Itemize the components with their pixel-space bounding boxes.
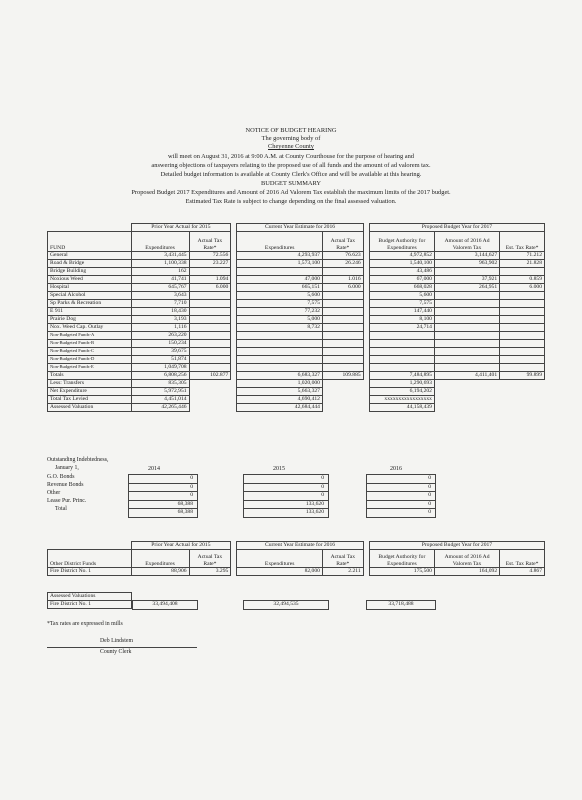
budget-authority-2017: 67,000 xyxy=(369,276,434,284)
col-est-tax-rate: Est. Tax Rate* xyxy=(500,232,545,252)
district-group-proposed-2017: Proposed Budget Year for 2017 xyxy=(369,542,544,550)
table-row xyxy=(48,372,545,380)
summary-2017: xxxxxxxxxxxxxxxxx xyxy=(369,396,434,404)
debt-label-total: Total xyxy=(55,506,67,512)
ad-valorem-2017: 963,902 xyxy=(434,260,499,268)
budget-authority-2017: 5,600 xyxy=(369,292,434,300)
debt-year-2014: 2014 xyxy=(148,466,160,472)
exp-2016 xyxy=(237,364,323,372)
rate-2016 xyxy=(322,324,363,332)
rate-2015: 72.556 xyxy=(189,252,231,260)
assessed-2016: 32,494,535 xyxy=(273,601,299,607)
est-rate-2017 xyxy=(500,316,545,324)
ad-valorem-2017 xyxy=(434,324,499,332)
rate-2016 xyxy=(322,356,363,364)
debt-label-other: Other xyxy=(47,490,61,496)
rate-2015: 6.000 xyxy=(189,284,231,292)
summary-title: BUDGET SUMMARY xyxy=(260,180,322,187)
budget-authority-2017: 4,972,852 xyxy=(369,252,434,260)
exp-2016: 1,573,100 xyxy=(237,260,323,268)
est-rate-2017 xyxy=(500,332,545,340)
est-rate-2017 xyxy=(500,268,545,276)
table-row xyxy=(48,340,545,348)
fund-name: Non-Budgeted Funds-D xyxy=(48,356,132,364)
budget-authority-2017 xyxy=(369,356,434,364)
budget-authority-2017: 7,575 xyxy=(369,300,434,308)
exp-2015: 41,741 xyxy=(131,276,189,284)
col-budget-authority: Budget Authority for Expenditures xyxy=(369,232,434,252)
exp-2016: 6,683,327 xyxy=(237,372,323,380)
exp-2015: 6,808,256 xyxy=(131,372,189,380)
table-row xyxy=(48,300,545,308)
rate-2015: 1.094 xyxy=(189,276,231,284)
debt-2014-other: 0 xyxy=(129,492,197,501)
rate-2016 xyxy=(322,316,363,324)
exp-2015: 3,193 xyxy=(131,316,189,324)
table-row xyxy=(48,276,545,284)
col-tax-rate-2016: Actual Tax Rate* xyxy=(322,232,363,252)
clerk-title: County Clerk xyxy=(100,649,132,655)
budget-authority-2017: 43,486 xyxy=(369,268,434,276)
exp-2015: 645,767 xyxy=(131,284,189,292)
budget-authority-2017 xyxy=(369,348,434,356)
debt-2016-lease: 0 xyxy=(367,501,435,510)
ad-valorem-2017 xyxy=(434,364,499,372)
budget-summary-table xyxy=(47,223,545,412)
debt-2016-revenue: 0 xyxy=(367,484,435,493)
ad-valorem-2017: 264,951 xyxy=(434,284,499,292)
rate-2016 xyxy=(322,300,363,308)
ad-valorem-2017: 37,921 xyxy=(434,276,499,284)
ad-valorem-2017: 4,411,401 xyxy=(434,372,499,380)
col-fund: FUND xyxy=(48,232,132,252)
exp-2015: 7,710 xyxy=(131,300,189,308)
exp-2015: 150,234 xyxy=(131,340,189,348)
exp-2015: 1,116 xyxy=(131,324,189,332)
debt-2015-revenue: 0 xyxy=(244,484,328,493)
rate-2016: 26.246 xyxy=(322,260,363,268)
header-line5: Proposed Budget 2017 Expenditures and Amount of 2016 Ad Valorem Tax establish the maximum limits of the 2017 budget. xyxy=(131,189,451,196)
fund-name: Noxious Weed xyxy=(48,276,132,284)
ad-valorem-2017 xyxy=(434,356,499,364)
table-row xyxy=(48,568,545,576)
debt-2014-go: 0 xyxy=(129,475,197,484)
debt-2014-total: 68,388 xyxy=(177,509,193,516)
debt-year-2015: 2015 xyxy=(273,466,285,472)
district-col-tax-rate-2016: Actual Tax Rate* xyxy=(322,550,363,568)
fund-name: Special Alcohol xyxy=(48,292,132,300)
summary-2016: 4,690,412 xyxy=(237,396,323,404)
debt-2016-go: 0 xyxy=(367,475,435,484)
debt-column-2016 xyxy=(366,474,436,518)
ad-valorem-2017 xyxy=(434,340,499,348)
rate-2016: 109.885 xyxy=(322,372,363,380)
rate-2016 xyxy=(322,348,363,356)
debt-2014-lease: 68,388 xyxy=(129,501,197,510)
summary-row xyxy=(48,388,545,396)
debt-2015-total: 133,620 xyxy=(305,509,324,516)
table-row xyxy=(48,292,545,300)
fund-name: Road & Bridge xyxy=(48,260,132,268)
exp-2015: 39,675 xyxy=(131,348,189,356)
debt-label-go-bonds: G.O. Bonds xyxy=(47,474,75,480)
budget-authority-2017: 1,540,100 xyxy=(369,260,434,268)
rate-2015: 23.227 xyxy=(189,260,231,268)
group-proposed-2017: Proposed Budget Year for 2017 xyxy=(369,224,544,232)
summary-2015: 42,265,446 xyxy=(131,404,189,412)
rate-2015 xyxy=(189,348,231,356)
exp-2016: 7,575 xyxy=(237,300,323,308)
summary-label: Total Tax Levied xyxy=(48,396,132,404)
district-col-expenditures-2015: Expenditures xyxy=(131,550,189,568)
col-expenditures-2015: Expenditures xyxy=(131,232,189,252)
summary-label: Net Expenditure xyxy=(48,388,132,396)
district-group-current-2016: Current Year Estimate for 2016 xyxy=(237,542,363,550)
est-rate-2017 xyxy=(500,308,545,316)
fund-name: Sp Parks & Recreation xyxy=(48,300,132,308)
budget-authority-2017 xyxy=(369,340,434,348)
header-line4: Detailed budget information is available at County Clerk's Office and will be available at this hearing. xyxy=(160,171,422,178)
ad-valorem-2017: 3,144,627 xyxy=(434,252,499,260)
table-row xyxy=(48,284,545,292)
exp-2015: 51,874 xyxy=(131,356,189,364)
summary-2017: 44,158,439 xyxy=(369,404,434,412)
rate-2016: 6.000 xyxy=(322,284,363,292)
exp-2015: 1,049,708 xyxy=(131,364,189,372)
fund-name: Non-Budgeted Funds-E xyxy=(48,364,132,372)
district-group-prior-2015: Prior Year Actual for 2015 xyxy=(131,542,231,550)
fund-name: Prairie Dog xyxy=(48,316,132,324)
exp-2016: 665,151 xyxy=(237,284,323,292)
table-row xyxy=(48,308,545,316)
budget-authority-2017 xyxy=(369,332,434,340)
table-row xyxy=(48,252,545,260)
debt-2015-lease: 133,620 xyxy=(244,501,328,510)
rate-2015 xyxy=(189,332,231,340)
assessed-2015-box xyxy=(132,600,198,610)
district-rate-2016: 2.211 xyxy=(322,568,363,576)
header-line1: The governing body of xyxy=(261,135,321,142)
rate-2016 xyxy=(322,332,363,340)
district-exp-2015: 88,906 xyxy=(131,568,189,576)
exp-2016: 77,232 xyxy=(237,308,323,316)
summary-2015: 4,451,014 xyxy=(131,396,189,404)
est-rate-2017: 71.212 xyxy=(500,252,545,260)
district-col-est-tax-rate: Est. Tax Rate* xyxy=(500,550,545,568)
table-row xyxy=(48,332,545,340)
ad-valorem-2017 xyxy=(434,308,499,316)
col-tax-rate-2015: Actual Tax Rate* xyxy=(189,232,231,252)
rate-2015 xyxy=(189,316,231,324)
est-rate-2017: 6.000 xyxy=(500,284,545,292)
debt-label-lease: Lease Pur. Princ. xyxy=(47,498,87,504)
header-line2: will meet on August 31, 2016 at 9:00 A.M. at County Courthouse for the purpose of hearing and xyxy=(167,153,414,160)
rate-2015: 102.877 xyxy=(189,372,231,380)
assessed-valuations-table xyxy=(47,592,132,609)
fund-name: Non-Budgeted Funds-A xyxy=(48,332,132,340)
summary-2015: 5,972,951 xyxy=(131,388,189,396)
rate-2016 xyxy=(322,268,363,276)
fund-name: Hospital xyxy=(48,284,132,292)
district-exp-2016: 82,000 xyxy=(237,568,323,576)
assessed-label: Fire District No. 1 xyxy=(48,601,132,609)
district-col-budget-authority: Budget Authority for Expenditures xyxy=(369,550,434,568)
est-rate-2017 xyxy=(500,340,545,348)
rate-2016: 1.016 xyxy=(322,276,363,284)
exp-2015: 1,100,338 xyxy=(131,260,189,268)
rate-2016 xyxy=(322,364,363,372)
col-ad-valorem: Amount of 2016 Ad Valorem Tax xyxy=(434,232,499,252)
debt-2016-total: 0 xyxy=(428,509,431,516)
rate-2015 xyxy=(189,308,231,316)
exp-2016: 4,293,937 xyxy=(237,252,323,260)
tax-rate-footnote: *Tax rates are expressed in mills xyxy=(47,621,123,627)
district-col-ad-valorem: Amount of 2016 Ad Valorem Tax xyxy=(434,550,499,568)
table-row xyxy=(48,356,545,364)
exp-2016 xyxy=(237,268,323,276)
group-prior-2015: Prior Year Actual for 2015 xyxy=(131,224,231,232)
summary-label: Assessed Valuation xyxy=(48,404,132,412)
debt-2014-revenue: 0 xyxy=(129,484,197,493)
ad-valorem-2017 xyxy=(434,316,499,324)
rate-2015 xyxy=(189,292,231,300)
district-rate-2015: 3.295 xyxy=(189,568,231,576)
rate-2016 xyxy=(322,308,363,316)
debt-2015-go: 0 xyxy=(244,475,328,484)
notice-title: NOTICE OF BUDGET HEARING xyxy=(245,127,337,134)
rate-2016: 76.623 xyxy=(322,252,363,260)
budget-authority-2017: 147,440 xyxy=(369,308,434,316)
rate-2015 xyxy=(189,268,231,276)
debt-column-2015 xyxy=(243,474,329,518)
table-row xyxy=(48,260,545,268)
district-fund-name: Fire District No. 1 xyxy=(48,568,132,576)
district-funds-table xyxy=(47,541,545,576)
debt-label-revenue-bonds: Revenue Bonds xyxy=(47,482,84,488)
signature-line xyxy=(47,647,197,648)
rate-2015 xyxy=(189,356,231,364)
debt-date: January 1, xyxy=(55,465,79,471)
ad-valorem-2017 xyxy=(434,268,499,276)
exp-2016 xyxy=(237,356,323,364)
summary-row xyxy=(48,396,545,404)
group-current-2016: Current Year Estimate for 2016 xyxy=(237,224,363,232)
summary-2017: 6,194,202 xyxy=(369,388,434,396)
rate-2015 xyxy=(189,300,231,308)
exp-2015: 263,220 xyxy=(131,332,189,340)
debt-year-2016: 2016 xyxy=(390,466,402,472)
county-name: Cheyenne County xyxy=(268,143,314,150)
est-rate-2017: 21.828 xyxy=(500,260,545,268)
district-col-expenditures-2016: Expenditures xyxy=(237,550,323,568)
est-rate-2017: 0.859 xyxy=(500,276,545,284)
table-row xyxy=(48,268,545,276)
assessed-2015: 33,494,408 xyxy=(152,601,178,607)
exp-2016 xyxy=(237,348,323,356)
assessed-2016-box xyxy=(243,600,329,610)
table-row xyxy=(48,324,545,332)
summary-2015: 835,305 xyxy=(131,380,189,388)
exp-2015: 162 xyxy=(131,268,189,276)
fund-name: Non-Budgeted Funds-C xyxy=(48,348,132,356)
assessed-title: Assessed Valuations xyxy=(48,593,132,601)
rate-2016 xyxy=(322,292,363,300)
est-rate-2017: 99.899 xyxy=(500,372,545,380)
exp-2015: 18,430 xyxy=(131,308,189,316)
table-row xyxy=(48,316,545,324)
summary-row xyxy=(48,380,545,388)
exp-2016: 8,732 xyxy=(237,324,323,332)
rate-2015 xyxy=(189,364,231,372)
rate-2016 xyxy=(322,340,363,348)
fund-name: General xyxy=(48,252,132,260)
fund-name: E 911 xyxy=(48,308,132,316)
district-adval-2017: 164,092 xyxy=(434,568,499,576)
district-rate-2017: 4.867 xyxy=(500,568,545,576)
fund-name: Non-Budgeted Funds-B xyxy=(48,340,132,348)
rate-2015 xyxy=(189,324,231,332)
budget-authority-2017: 668,028 xyxy=(369,284,434,292)
est-rate-2017 xyxy=(500,348,545,356)
summary-2017: 1,290,693 xyxy=(369,380,434,388)
exp-2016 xyxy=(237,332,323,340)
exp-2016: 5,600 xyxy=(237,292,323,300)
district-budget-2017: 175,500 xyxy=(369,568,434,576)
summary-label: Less: Transfers xyxy=(48,380,132,388)
header-line3: answering objections of taxpayers relating to the proposed use of all funds and the amount of ad valorem tax. xyxy=(151,162,431,169)
debt-column-2014 xyxy=(128,474,198,518)
header-line6: Estimated Tax Rate is subject to change depending on the final assessed valuation. xyxy=(185,198,397,205)
fund-name: Totals xyxy=(48,372,132,380)
debt-2015-other: 0 xyxy=(244,492,328,501)
est-rate-2017 xyxy=(500,324,545,332)
summary-2016: 5,663,327 xyxy=(237,388,323,396)
exp-2015: 3,643 xyxy=(131,292,189,300)
district-col-fund: Other District Funds xyxy=(48,550,132,568)
summary-2016: 42,684,444 xyxy=(237,404,323,412)
ad-valorem-2017 xyxy=(434,292,499,300)
est-rate-2017 xyxy=(500,292,545,300)
debt-2016-other: 0 xyxy=(367,492,435,501)
assessed-2017: 33,718,488 xyxy=(388,601,414,607)
rate-2015 xyxy=(189,340,231,348)
budget-authority-2017: 7,484,895 xyxy=(369,372,434,380)
table-row xyxy=(48,364,545,372)
ad-valorem-2017 xyxy=(434,348,499,356)
table-row xyxy=(48,348,545,356)
budget-authority-2017: 24,714 xyxy=(369,324,434,332)
fund-name: Bridge Building xyxy=(48,268,132,276)
est-rate-2017 xyxy=(500,356,545,364)
exp-2016: 47,000 xyxy=(237,276,323,284)
fund-name: Nox. Weed Cap. Outlay xyxy=(48,324,132,332)
est-rate-2017 xyxy=(500,300,545,308)
summary-2016: 1,020,000 xyxy=(237,380,323,388)
clerk-name: Deb Lindstem xyxy=(100,638,134,644)
ad-valorem-2017 xyxy=(434,332,499,340)
exp-2015: 3,431,445 xyxy=(131,252,189,260)
budget-authority-2017: 8,100 xyxy=(369,316,434,324)
assessed-2017-box xyxy=(366,600,436,610)
debt-title: Outstanding Indebtedness, xyxy=(47,457,109,463)
ad-valorem-2017 xyxy=(434,300,499,308)
est-rate-2017 xyxy=(500,364,545,372)
exp-2016 xyxy=(237,340,323,348)
exp-2016: 5,000 xyxy=(237,316,323,324)
budget-authority-2017 xyxy=(369,364,434,372)
district-col-tax-rate-2015: Actual Tax Rate* xyxy=(189,550,231,568)
summary-row xyxy=(48,404,545,412)
col-expenditures-2016: Expenditures xyxy=(237,232,323,252)
